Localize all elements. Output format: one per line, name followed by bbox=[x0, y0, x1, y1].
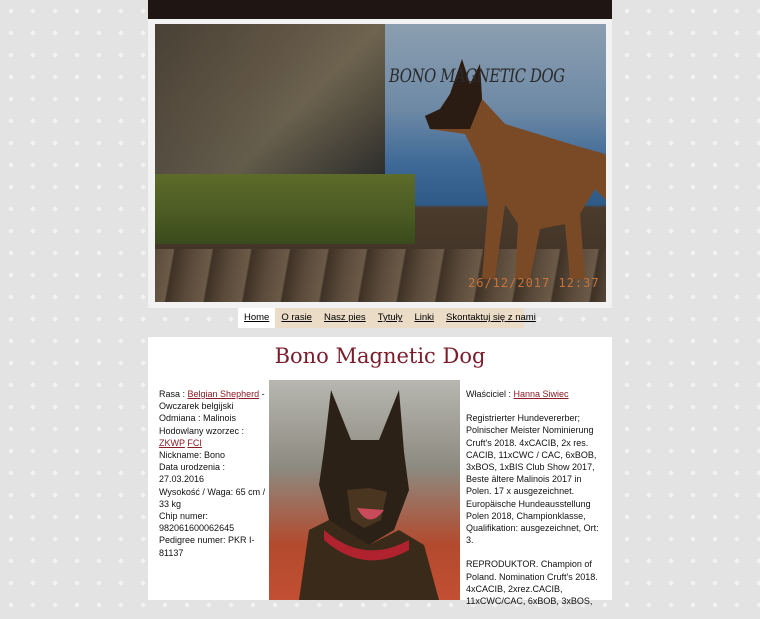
breed-link[interactable]: Belgian Shepherd bbox=[187, 389, 260, 399]
zkwp-link[interactable]: ZKWP bbox=[159, 437, 185, 448]
hero-title: BONO MAGNETIC DOG bbox=[389, 65, 565, 87]
rasa-label: Rasa : bbox=[159, 389, 186, 399]
hero-grass bbox=[155, 174, 415, 244]
hero-trees bbox=[155, 24, 385, 174]
nav-item-home[interactable]: Home bbox=[238, 308, 275, 328]
dog-info-column bbox=[159, 388, 268, 559]
hero-date-stamp: 26/12/2017 12:37 bbox=[468, 276, 600, 290]
achievements-en: REPRODUKTOR. Champion of Poland. Nomination Cruft's 2018. 4xCACIB, 2xrez.CACIB, 11xCWC/CAC, 6xBOB, 3xBOS, bbox=[466, 559, 598, 607]
achievements-de: Registrierter Hundevererber; Polnischer Meister Nominierung Cruft's 2018. 4xCACIB, 2x res. CACIB, 11xCWC / CAC, 6xBOB, 3xBOS, 1xBIS Club Show 2017, Beste ältere Malinois 2017 in Polen. 17 x ausgezeichnet. Europäische Hundeausstellung Polen 2018, Championklasse, Qualifikation: ausgezeichnet, Ort: 3. bbox=[466, 413, 599, 546]
dog-silhouette bbox=[410, 54, 606, 284]
page-title: Bono Magnetic Dog bbox=[274, 344, 486, 368]
pedigree-number-text: Pedigree numer: PKR I-81137 bbox=[159, 535, 255, 558]
main-nav bbox=[238, 308, 536, 328]
nav-item-nasz-pies[interactable]: Nasz pies bbox=[323, 312, 366, 323]
owner-column bbox=[466, 388, 606, 619]
dog-portrait-photo bbox=[269, 380, 460, 600]
chip-number-text: Chip numer: 982061600062645 bbox=[159, 511, 235, 534]
nav-item-kontakt[interactable]: Skontaktuj się z nami bbox=[446, 312, 536, 323]
birth-date-text: Data urodzenia : 27.03.2016 bbox=[159, 462, 226, 485]
top-bar bbox=[148, 0, 612, 19]
height-weight-text: Wysokość / Waga: 65 cm / 33 kg bbox=[159, 486, 266, 509]
nav-item-o-rasie[interactable]: O rasie bbox=[281, 312, 312, 323]
nickname-text: Nickname: Bono bbox=[159, 450, 226, 461]
owner-label: Właściciel : bbox=[466, 389, 512, 399]
nav-item-tytuly[interactable]: Tytuły bbox=[377, 312, 403, 323]
owner-link[interactable]: Hanna Siwiec bbox=[513, 389, 569, 399]
nav-item-linki[interactable]: Linki bbox=[414, 312, 435, 323]
dog-portrait-illustration bbox=[269, 380, 460, 600]
fci-link[interactable]: FCI bbox=[187, 437, 202, 448]
breed-details: - Owczarek belgijski Odmiana : Malinois Hodowlany wzorzec : bbox=[159, 389, 265, 436]
